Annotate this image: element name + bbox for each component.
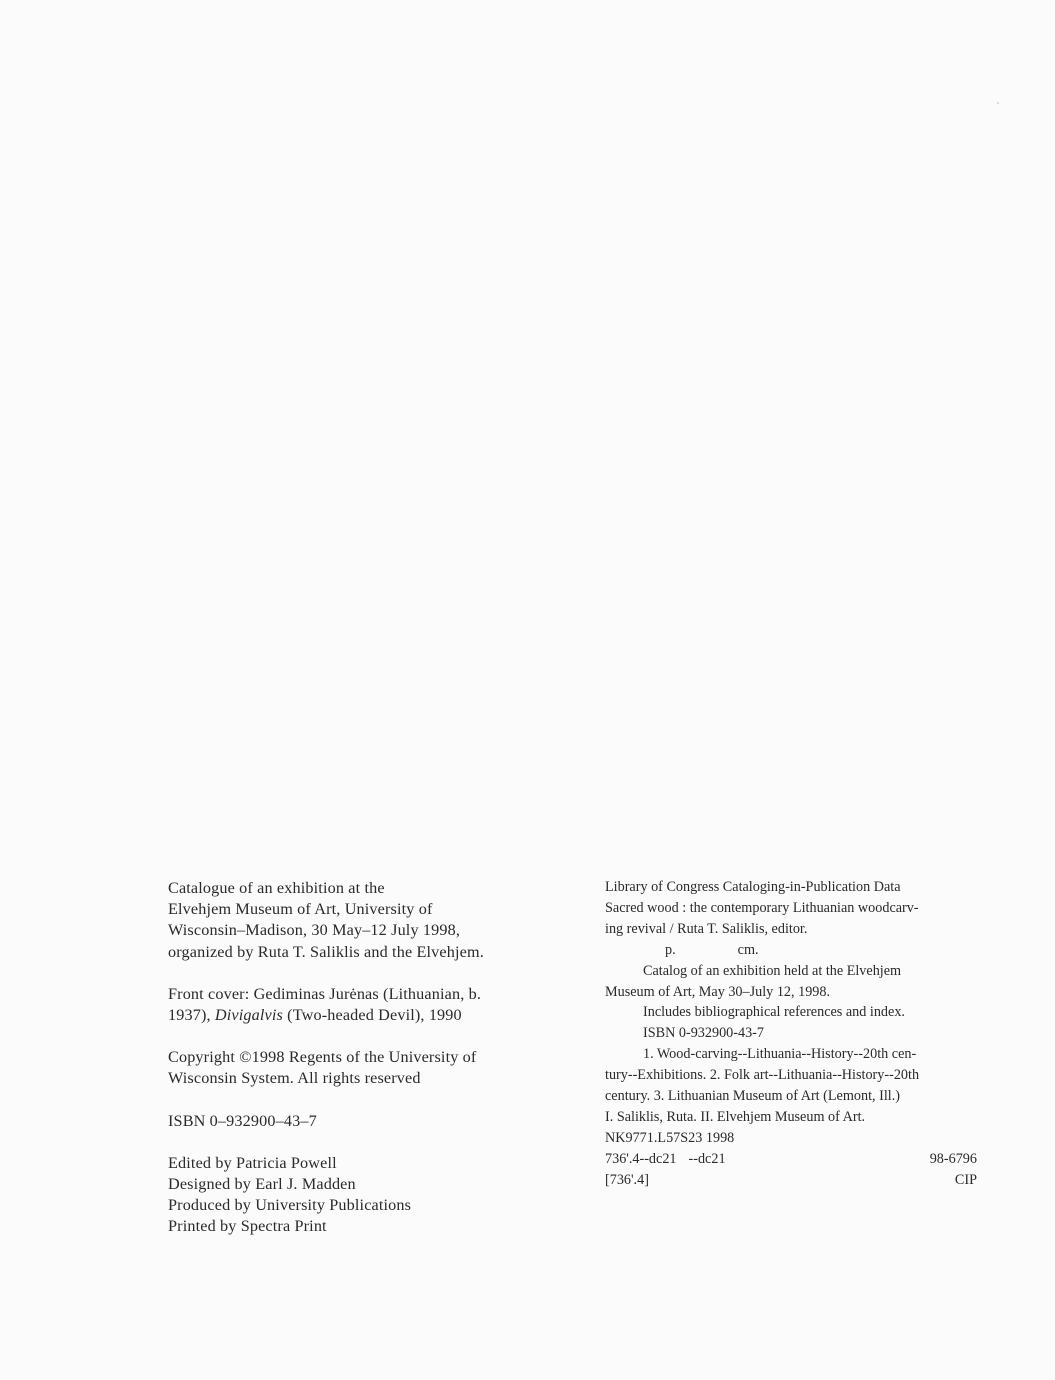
catalogue-line: Elvehjem Museum of Art, University of — [168, 900, 433, 919]
credit-line: Edited by Patricia Powell — [168, 1153, 337, 1172]
cip-dewey-group — [605, 1149, 726, 1170]
cip-classification-row — [605, 1149, 977, 1170]
cip-pages: p. — [665, 941, 676, 958]
copyright-line: Wisconsin System. All rights reserved — [168, 1069, 421, 1088]
credit-line: Printed by Spectra Print — [168, 1217, 327, 1236]
cip-isbn: ISBN 0-932900-43-7 — [643, 1025, 764, 1042]
cip-physical-description — [605, 940, 990, 961]
copyright-line: Copyright ©1998 Regents of the University of — [168, 1048, 477, 1067]
isbn-line: ISBN 0–932900–43–7 — [168, 1111, 317, 1130]
cip-lccn: 98-6796 — [929, 1150, 977, 1167]
cip-subject-line: century. 3. Lithuanian Museum of Art (Lemont, Ill.) — [605, 1088, 900, 1105]
cip-title-line: Sacred wood : the contemporary Lithuanian woodcarv- — [605, 899, 919, 916]
cip-dewey-edition: --dc21 — [688, 1150, 726, 1167]
paper-speck — [997, 102, 999, 104]
cip-label: CIP — [954, 1171, 977, 1188]
cover-year: 1937), — [168, 1006, 215, 1025]
cip-call-number: NK9771.L57S23 1998 — [605, 1129, 735, 1146]
colophon-left-column — [168, 878, 568, 1259]
cip-dewey-bracket: [736'.4] — [605, 1171, 649, 1188]
cip-bibliography-note: Includes bibliographical references and index. — [643, 1004, 905, 1021]
cip-subject-line: I. Saliklis, Ruta. II. Elvehjem Museum of Art. — [605, 1108, 866, 1125]
cip-dewey: 736'.4--dc21 — [605, 1150, 677, 1167]
cover-line — [168, 1005, 568, 1026]
artwork-description: (Two-headed Devil), 1990 — [282, 1006, 462, 1025]
cip-data-block — [605, 877, 990, 1191]
cover-line: Front cover: Gediminas Jurėnas (Lithuanian, b. — [168, 984, 482, 1003]
catalogue-line: organized by Ruta T. Saliklis and the Elvehjem. — [168, 942, 484, 961]
catalogue-line: Wisconsin–Madison, 30 May–12 July 1998, — [168, 921, 461, 940]
copyright-notice — [168, 1047, 568, 1089]
exhibition-catalogue-note — [168, 878, 568, 963]
cip-bracket-row — [605, 1170, 977, 1191]
catalogue-line: Catalogue of an exhibition at the — [168, 879, 385, 897]
cip-heading: Library of Congress Cataloging-in-Publication Data — [605, 879, 901, 895]
artwork-title: Divigalvis — [214, 1006, 283, 1025]
cip-title-line: ing revival / Ruta T. Saliklis, editor. — [605, 920, 808, 937]
production-credits — [168, 1153, 568, 1238]
cip-note-line: Catalog of an exhibition held at the Elvehjem — [643, 962, 902, 979]
front-cover-credit — [168, 984, 568, 1026]
credit-line: Designed by Earl J. Madden — [168, 1175, 356, 1194]
cip-note-line: Museum of Art, May 30–July 12, 1998. — [605, 983, 831, 1000]
isbn — [168, 1111, 568, 1132]
cip-size: cm. — [737, 941, 759, 958]
credit-line: Produced by University Publications — [168, 1196, 412, 1215]
cip-subject-line: tury--Exhibitions. 2. Folk art--Lithuania--History--20th — [605, 1067, 920, 1084]
cip-subject-line: 1. Wood-carving--Lithuania--History--20th cen- — [643, 1046, 917, 1063]
